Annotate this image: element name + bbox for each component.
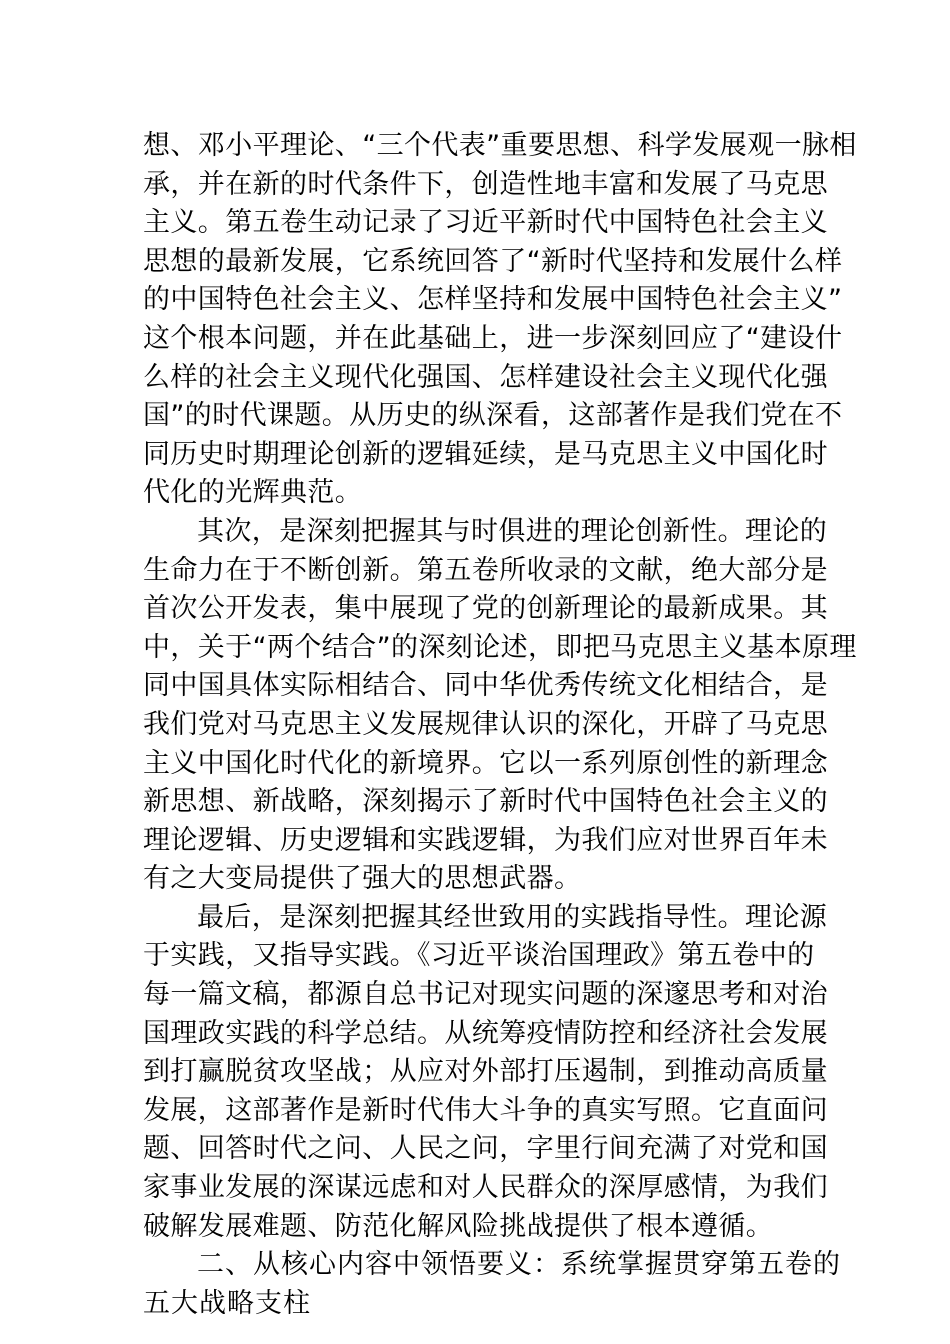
text-line: 思想的最新发展，它系统回答了“新时代坚持和发展什么样 bbox=[143, 245, 843, 277]
text-line: 其次，是深刻把握其与时俱进的理论创新性。理论的 bbox=[197, 515, 828, 547]
text-line: 中，关于“两个结合”的深刻论述，即把马克思主义基本原理 bbox=[143, 631, 857, 663]
text-line: 同历史时期理论创新的逻辑延续，是马克思主义中国化时 bbox=[143, 438, 828, 470]
section-heading-line: 二、从核心内容中领悟要义：系统掌握贯穿第五卷的 bbox=[197, 1249, 841, 1281]
section-heading bbox=[143, 1246, 841, 1323]
text-line: 题、回答时代之问、人民之问，字里行间充满了对党和国 bbox=[143, 1133, 828, 1165]
text-line: 这个根本问题，并在此基础上，进一步深刻回应了“建设什 bbox=[143, 322, 843, 354]
text-line: 国理政实践的科学总结。从统筹疫情防控和经济社会发展 bbox=[143, 1017, 828, 1049]
paragraph-continuation bbox=[143, 127, 857, 513]
document-body bbox=[143, 127, 857, 1323]
text-line: 新思想、新战略，深刻揭示了新时代中国特色社会主义的 bbox=[143, 786, 828, 818]
text-line: 每一篇文稿，都源自总书记对现实问题的深邃思考和对治 bbox=[143, 979, 828, 1011]
text-line: 么样的社会主义现代化强国、怎样建设社会主义现代化强 bbox=[143, 361, 828, 393]
text-line: 主义。第五卷生动记录了习近平新时代中国特色社会主义 bbox=[143, 207, 828, 239]
text-line: 发展，这部著作是新时代伟大斗争的真实写照。它直面问 bbox=[143, 1094, 828, 1126]
text-line: 有之大变局提供了强大的思想武器。 bbox=[143, 863, 582, 895]
text-line: 国”的时代课题。从历史的纵深看，这部著作是我们党在不 bbox=[143, 400, 843, 432]
text-line: 想、邓小平理论、“三个代表”重要思想、科学发展观一脉相 bbox=[143, 130, 857, 161]
text-line: 于实践，又指导实践。《习近平谈治国理政》第五卷中的 bbox=[143, 940, 815, 972]
text-line: 我们党对马克思主义发展规律认识的深化，开辟了马克思 bbox=[143, 708, 828, 740]
section-heading-line: 五大战略支柱 bbox=[143, 1287, 311, 1319]
text-line: 最后，是深刻把握其经世致用的实践指导性。理论源 bbox=[197, 901, 828, 933]
text-line: 同中国具体实际相结合、同中华优秀传统文化相结合，是 bbox=[143, 670, 828, 702]
text-line: 的中国特色社会主义、怎样坚持和发展中国特色社会主义” bbox=[143, 284, 843, 316]
text-line: 生命力在于不断创新。第五卷所收录的文献，绝大部分是 bbox=[143, 554, 828, 586]
text-line: 破解发展难题、防范化解风险挑战提供了根本遵循。 bbox=[143, 1210, 774, 1242]
paragraph-practical-guidance bbox=[143, 899, 828, 1246]
text-line: 代化的光辉典范。 bbox=[143, 477, 363, 509]
text-line: 理论逻辑、历史逻辑和实践逻辑，为我们应对世界百年未 bbox=[143, 824, 828, 856]
text-line: 家事业发展的深谋远虑和对人民群众的深厚感情，为我们 bbox=[143, 1172, 828, 1204]
text-line: 承，并在新的时代条件下，创造性地丰富和发展了马克思 bbox=[143, 168, 828, 200]
text-line: 主义中国化时代化的新境界。它以一系列原创性的新理念 bbox=[143, 747, 828, 779]
text-line: 到打赢脱贫攻坚战；从应对外部打压遏制，到推动高质量 bbox=[143, 1056, 828, 1088]
text-line: 首次公开发表，集中展现了党的创新理论的最新成果。其 bbox=[143, 593, 828, 625]
paragraph-theory-innovation bbox=[143, 513, 857, 899]
